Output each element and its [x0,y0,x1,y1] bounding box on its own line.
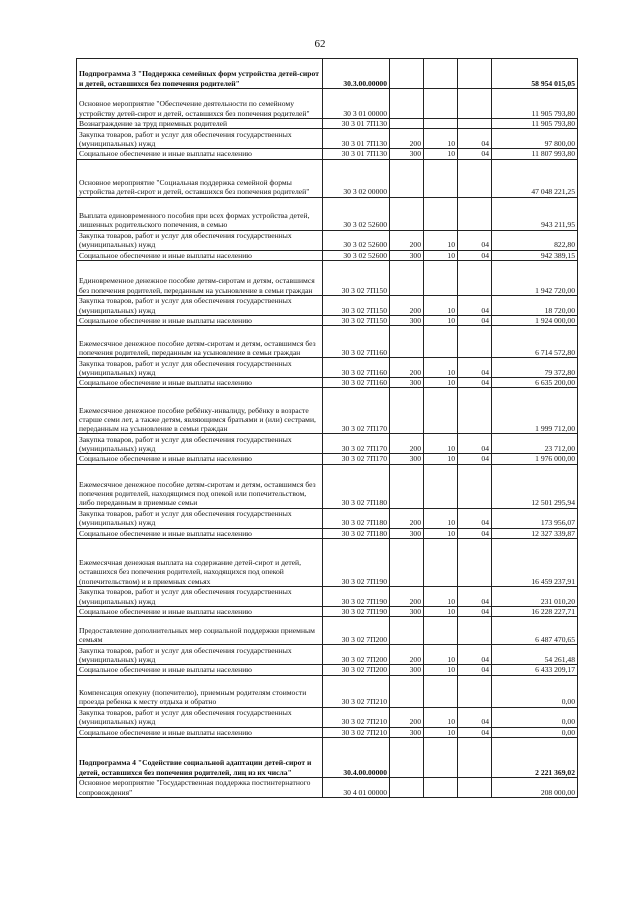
row-subsection-cell: 04 [458,528,492,538]
row-subsection-cell [458,197,492,230]
row-expense-type-cell: 200 [390,707,424,727]
row-subsection-cell: 04 [458,587,492,607]
table-row [77,665,578,675]
row-code-cell: 30.4.00.00000 [323,737,390,777]
row-name-cell: Основное мероприятие "Обеспечение деятельности по семейному устройству детей-сирот и детей, оставшихся без попечения родителей" [77,89,323,119]
table-row [77,528,578,538]
row-subsection-cell: 04 [458,454,492,464]
row-expense-type-cell [390,59,424,89]
table-row [77,607,578,617]
table-row [77,358,578,378]
row-section-cell: 10 [424,434,458,454]
table-row [77,159,578,197]
table-row [77,675,578,707]
row-expense-type-cell [390,159,424,197]
row-section-cell: 10 [424,250,458,260]
row-section-cell [424,159,458,197]
row-amount-cell: 0,00 [492,675,578,707]
row-expense-type-cell: 300 [390,250,424,260]
row-section-cell: 10 [424,295,458,315]
table-row [77,129,578,149]
table-row [77,197,578,230]
row-expense-type-cell [390,89,424,119]
row-amount-cell: 231 010,20 [492,587,578,607]
row-code-cell: 30 3 02 7П180 [323,528,390,538]
row-code-cell: 30 3 02 00000 [323,159,390,197]
row-name-cell: Закупка товаров, работ и услуг для обеспечения государственных (муниципальных) нужд [77,230,323,250]
row-name-cell: Подпрограмма 4 "Содействие социальной адаптации детей-сирот и детей, оставшихся без попечения родителей, лиц из их числа" [77,737,323,777]
row-subsection-cell [458,260,492,295]
row-name-cell: Закупка товаров, работ и услуг для обеспечения государственных (муниципальных) нужд [77,645,323,665]
row-subsection-cell [458,617,492,645]
row-amount-cell: 208 000,00 [492,777,578,797]
row-code-cell: 30 3 02 7П210 [323,675,390,707]
table-row [77,149,578,159]
table-row [77,617,578,645]
row-expense-type-cell: 200 [390,508,424,528]
row-code-cell: 30 3 02 7П170 [323,388,390,434]
row-subsection-cell [458,159,492,197]
row-code-cell: 30 3 02 7П150 [323,260,390,295]
table-row [77,737,578,777]
row-subsection-cell: 04 [458,230,492,250]
row-expense-type-cell: 300 [390,665,424,675]
table-row [77,727,578,737]
row-subsection-cell [458,326,492,358]
row-name-cell: Социальное обеспечение и иные выплаты населению [77,607,323,617]
row-subsection-cell: 04 [458,250,492,260]
row-expense-type-cell [390,737,424,777]
row-section-cell [424,388,458,434]
row-section-cell: 10 [424,129,458,149]
row-code-cell: 30 3 02 7П150 [323,295,390,315]
row-amount-cell: 943 211,95 [492,197,578,230]
row-subsection-cell [458,737,492,777]
row-code-cell: 30 3 01 7П130 [323,119,390,129]
row-code-cell: 30 3 02 7П210 [323,707,390,727]
row-amount-cell: 54 261,48 [492,645,578,665]
row-name-cell: Выплата единовременного пособия при всех формах устройства детей, лишенных родительского попечения, в семью [77,197,323,230]
row-amount-cell: 18 720,00 [492,295,578,315]
row-section-cell: 10 [424,665,458,675]
row-amount-cell: 12 501 295,94 [492,464,578,508]
row-expense-type-cell: 300 [390,528,424,538]
row-expense-type-cell [390,777,424,797]
row-name-cell: Социальное обеспечение и иные выплаты населению [77,665,323,675]
table-row [77,230,578,250]
table-row [77,508,578,528]
row-code-cell: 30 3 02 7П170 [323,454,390,464]
row-amount-cell: 6 714 572,80 [492,326,578,358]
table-row [77,777,578,797]
table-row [77,388,578,434]
row-name-cell: Закупка товаров, работ и услуг для обеспечения государственных (муниципальных) нужд [77,508,323,528]
row-amount-cell: 0,00 [492,727,578,737]
row-expense-type-cell: 300 [390,454,424,464]
row-amount-cell: 97 800,00 [492,129,578,149]
row-section-cell [424,89,458,119]
row-subsection-cell: 04 [458,358,492,378]
row-name-cell: Ежемесячная денежная выплата на содержание детей-сирот и детей, оставшихся без попечения родителей, находящихся под опекой (попечительством) и в приемных семьях [77,539,323,587]
row-subsection-cell: 04 [458,434,492,454]
row-section-cell [424,326,458,358]
row-code-cell: 30 3 02 7П160 [323,326,390,358]
row-expense-type-cell [390,260,424,295]
row-section-cell [424,197,458,230]
row-section-cell [424,617,458,645]
row-subsection-cell [458,89,492,119]
row-name-cell: Основное мероприятие "Социальная поддержка семейной формы устройства детей-сирот и детей, оставшихся без попечения родителей" [77,159,323,197]
row-code-cell: 30 3 02 52600 [323,197,390,230]
row-code-cell: 30 3 02 7П200 [323,665,390,675]
row-name-cell: Основное мероприятие "Государственная поддержка постинтернатного сопровождения" [77,777,323,797]
table-row [77,378,578,388]
row-subsection-cell [458,539,492,587]
row-name-cell: Закупка товаров, работ и услуг для обеспечения государственных (муниципальных) нужд [77,129,323,149]
row-expense-type-cell: 300 [390,149,424,159]
table-row [77,434,578,454]
row-name-cell: Социальное обеспечение и иные выплаты населению [77,378,323,388]
table-row [77,454,578,464]
row-section-cell: 10 [424,230,458,250]
budget-table-body [77,59,578,798]
row-subsection-cell: 04 [458,645,492,665]
table-row [77,464,578,508]
page-number: 62 [314,38,326,50]
row-code-cell: 30 3 02 7П210 [323,727,390,737]
row-section-cell [424,260,458,295]
row-section-cell: 10 [424,707,458,727]
row-expense-type-cell: 300 [390,607,424,617]
row-name-cell: Социальное обеспечение и иные выплаты населению [77,149,323,159]
row-subsection-cell: 04 [458,315,492,325]
row-amount-cell: 12 327 339,87 [492,528,578,538]
row-amount-cell: 942 389,15 [492,250,578,260]
row-expense-type-cell: 200 [390,230,424,250]
row-section-cell [424,59,458,89]
row-expense-type-cell [390,617,424,645]
row-section-cell: 10 [424,358,458,378]
row-code-cell: 30 3 02 7П160 [323,358,390,378]
row-expense-type-cell [390,675,424,707]
row-amount-cell: 1 942 720,00 [492,260,578,295]
table-row [77,587,578,607]
table-row [77,119,578,129]
row-name-cell: Социальное обеспечение и иные выплаты населению [77,315,323,325]
row-expense-type-cell: 300 [390,315,424,325]
row-amount-cell: 2 221 369,02 [492,737,578,777]
row-section-cell: 10 [424,645,458,665]
row-amount-cell: 6 487 470,65 [492,617,578,645]
row-expense-type-cell [390,119,424,129]
row-name-cell: Вознаграждение за труд приемных родителей [77,119,323,129]
row-code-cell: 30 3 02 7П190 [323,539,390,587]
row-name-cell: Социальное обеспечение и иные выплаты населению [77,727,323,737]
row-amount-cell: 1 976 000,00 [492,454,578,464]
row-section-cell [424,119,458,129]
row-amount-cell: 11 807 993,80 [492,149,578,159]
row-amount-cell: 16 459 237,91 [492,539,578,587]
row-section-cell [424,777,458,797]
row-section-cell: 10 [424,508,458,528]
row-expense-type-cell [390,464,424,508]
row-subsection-cell [458,119,492,129]
table-row [77,295,578,315]
row-expense-type-cell: 200 [390,434,424,454]
table-row [77,539,578,587]
row-name-cell: Закупка товаров, работ и услуг для обеспечения государственных (муниципальных) нужд [77,434,323,454]
row-code-cell: 30 3 02 7П150 [323,315,390,325]
row-code-cell: 30 3 02 7П170 [323,434,390,454]
row-expense-type-cell [390,197,424,230]
row-amount-cell: 6 635 200,00 [492,378,578,388]
row-section-cell [424,464,458,508]
row-section-cell [424,737,458,777]
row-section-cell: 10 [424,528,458,538]
row-subsection-cell: 04 [458,378,492,388]
row-section-cell: 10 [424,378,458,388]
row-subsection-cell [458,675,492,707]
budget-table [76,58,578,798]
row-subsection-cell: 04 [458,707,492,727]
row-section-cell: 10 [424,587,458,607]
row-subsection-cell: 04 [458,727,492,737]
row-name-cell: Ежемесячное денежное пособие детям-сиротам и детям, оставшимся без попечения родителей, находящимся под опекой или попечительством, либо переданным в приемные семьи [77,464,323,508]
row-code-cell: 30 3 02 7П190 [323,607,390,617]
row-subsection-cell [458,59,492,89]
row-name-cell: Закупка товаров, работ и услуг для обеспечения государственных (муниципальных) нужд [77,295,323,315]
row-subsection-cell: 04 [458,665,492,675]
row-amount-cell: 58 954 015,05 [492,59,578,89]
row-name-cell: Компенсация опекуну (попечителю), приемным родителям стоимости проезда ребенка к месту отдыха и обратно [77,675,323,707]
row-name-cell: Единовременное денежное пособие детям-сиротам и детям, оставшимся без попечения родителей, переданным на усыновление в семьи граждан [77,260,323,295]
row-name-cell: Закупка товаров, работ и услуг для обеспечения государственных (муниципальных) нужд [77,358,323,378]
row-section-cell: 10 [424,149,458,159]
row-expense-type-cell [390,539,424,587]
row-subsection-cell: 04 [458,607,492,617]
table-row [77,260,578,295]
row-subsection-cell: 04 [458,129,492,149]
table-row [77,89,578,119]
row-name-cell: Ежемесячное денежное пособие детям-сиротам и детям, оставшимся без попечения родителей, переданным на усыновление в семьи граждан [77,326,323,358]
row-subsection-cell [458,388,492,434]
row-section-cell: 10 [424,454,458,464]
row-code-cell: 30.3.00.00000 [323,59,390,89]
table-row [77,707,578,727]
row-name-cell: Социальное обеспечение и иные выплаты населению [77,528,323,538]
row-amount-cell: 822,80 [492,230,578,250]
row-name-cell: Социальное обеспечение и иные выплаты населению [77,454,323,464]
row-expense-type-cell: 300 [390,727,424,737]
row-amount-cell: 0,00 [492,707,578,727]
row-amount-cell: 11 905 793,80 [492,119,578,129]
row-name-cell: Закупка товаров, работ и услуг для обеспечения государственных (муниципальных) нужд [77,707,323,727]
row-name-cell: Ежемесячное денежное пособие ребёнку-инвалиду, ребёнку в возрасте старше семи лет, а также детям, являющимся братьями и (или) сестрами, переданным на усыновление в семьи граждан [77,388,323,434]
row-amount-cell: 173 956,07 [492,508,578,528]
row-expense-type-cell: 200 [390,295,424,315]
row-code-cell: 30 3 02 52600 [323,250,390,260]
row-amount-cell: 11 905 793,80 [492,89,578,119]
row-section-cell: 10 [424,607,458,617]
row-name-cell: Предоставление дополнительных мер социальной поддержки приемным семьям [77,617,323,645]
row-amount-cell: 79 372,80 [492,358,578,378]
row-expense-type-cell [390,326,424,358]
row-amount-cell: 6 433 209,17 [492,665,578,675]
row-code-cell: 30 3 02 52600 [323,230,390,250]
row-code-cell: 30 3 02 7П180 [323,464,390,508]
row-subsection-cell: 04 [458,149,492,159]
row-code-cell: 30 3 02 7П190 [323,587,390,607]
table-row [77,645,578,665]
row-amount-cell: 23 712,00 [492,434,578,454]
table-row [77,250,578,260]
row-amount-cell: 47 048 221,25 [492,159,578,197]
row-expense-type-cell: 200 [390,645,424,665]
table-row [77,59,578,89]
row-amount-cell: 1 924 000,00 [492,315,578,325]
row-code-cell: 30 4 01 00000 [323,777,390,797]
row-section-cell [424,675,458,707]
row-amount-cell: 16 228 227,71 [492,607,578,617]
row-section-cell [424,539,458,587]
row-section-cell: 10 [424,727,458,737]
row-subsection-cell [458,464,492,508]
row-name-cell: Закупка товаров, работ и услуг для обеспечения государственных (муниципальных) нужд [77,587,323,607]
row-expense-type-cell: 300 [390,378,424,388]
row-code-cell: 30 3 01 7П130 [323,149,390,159]
row-subsection-cell [458,777,492,797]
row-name-cell: Подпрограмма 3 "Поддержка семейных форм устройства детей-сирот и детей, оставшихся без попечения родителей" [77,59,323,89]
table-row [77,315,578,325]
row-code-cell: 30 3 02 7П180 [323,508,390,528]
row-code-cell: 30 3 01 00000 [323,89,390,119]
row-subsection-cell: 04 [458,295,492,315]
table-row [77,326,578,358]
row-section-cell: 10 [424,315,458,325]
row-expense-type-cell: 200 [390,587,424,607]
row-name-cell: Социальное обеспечение и иные выплаты населению [77,250,323,260]
row-expense-type-cell: 200 [390,129,424,149]
row-expense-type-cell: 200 [390,358,424,378]
row-code-cell: 30 3 01 7П130 [323,129,390,149]
row-expense-type-cell [390,388,424,434]
row-code-cell: 30 3 02 7П200 [323,617,390,645]
row-amount-cell: 1 999 712,00 [492,388,578,434]
row-code-cell: 30 3 02 7П200 [323,645,390,665]
row-subsection-cell: 04 [458,508,492,528]
row-code-cell: 30 3 02 7П160 [323,378,390,388]
